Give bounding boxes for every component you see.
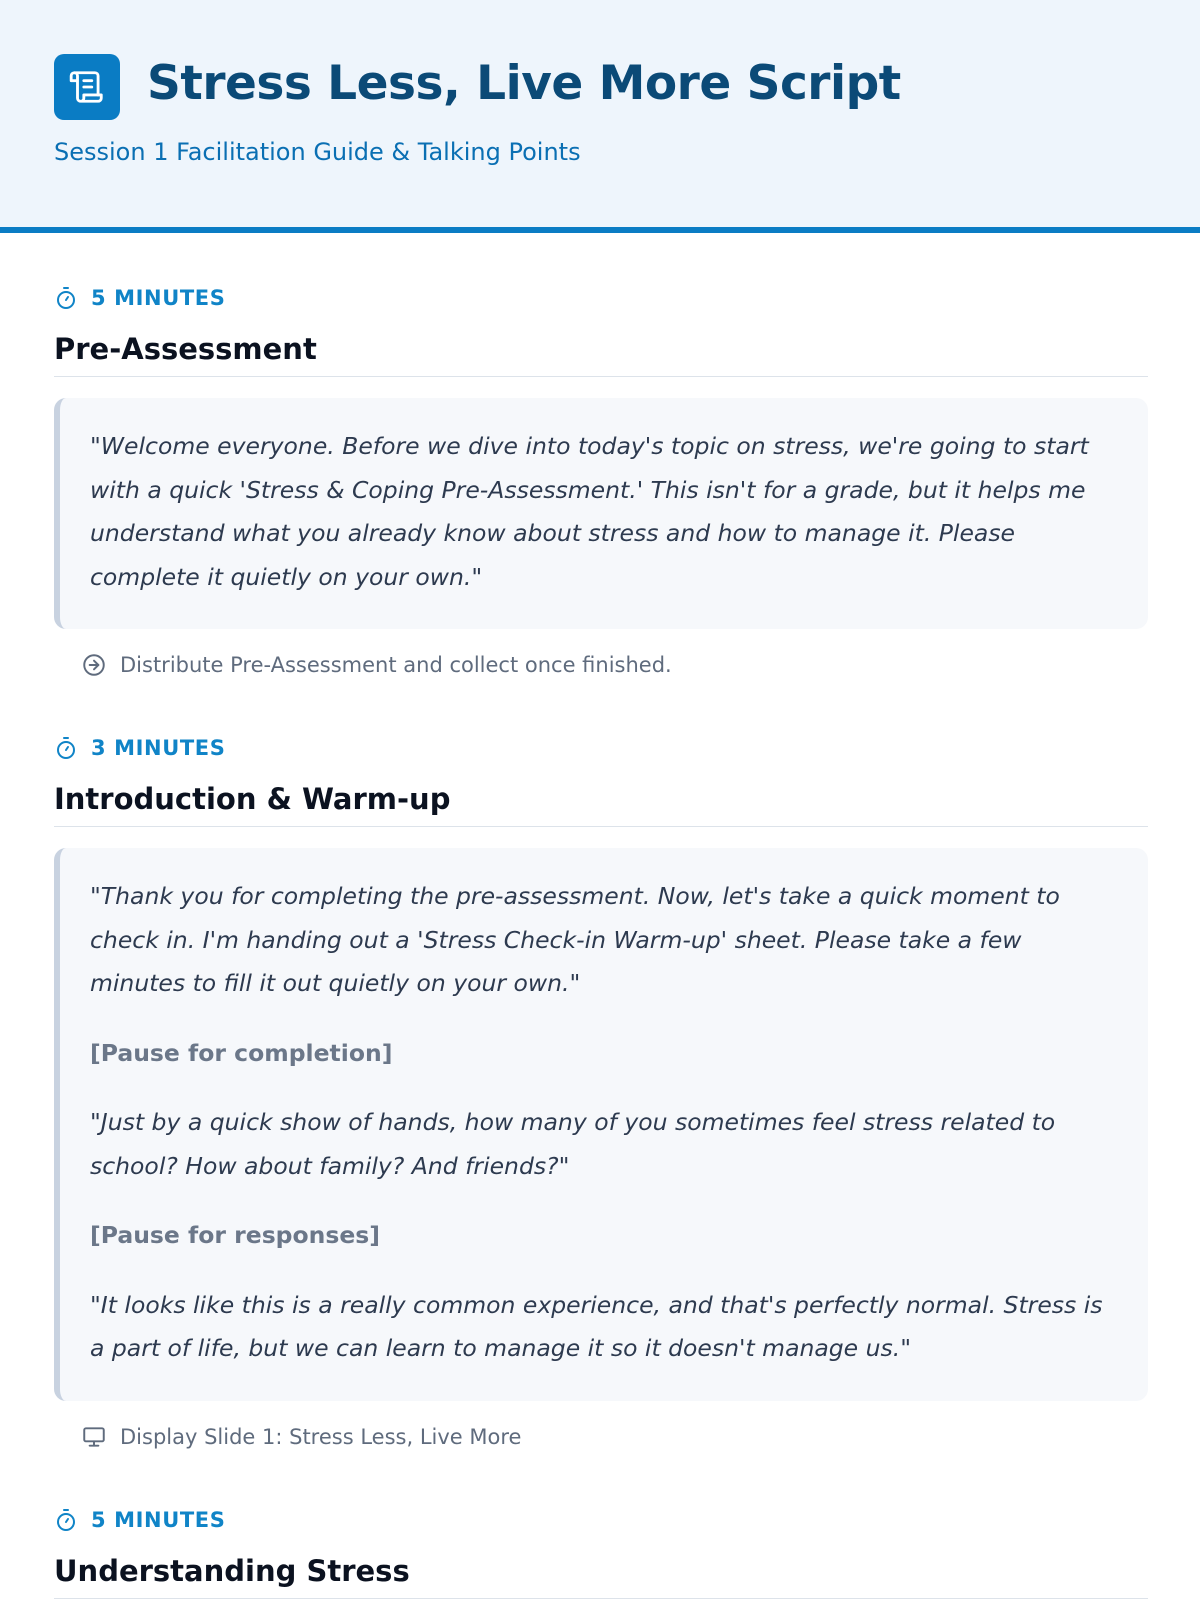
time-label: 5 MINUTES bbox=[91, 1507, 226, 1532]
script-box bbox=[54, 848, 1148, 1401]
arrow-circle-right-icon bbox=[81, 652, 107, 678]
script-content bbox=[54, 233, 1148, 1599]
time-row bbox=[54, 735, 1148, 761]
section-title: Understanding Stress bbox=[54, 1554, 1148, 1599]
monitor-icon bbox=[81, 1424, 107, 1450]
script-line: "It looks like this is a really common experience, and that's perfectly normal. Stress is a part of life, but we can learn to manage it so it doesn't manage us." bbox=[90, 1290, 1103, 1362]
stopwatch-icon bbox=[54, 1508, 78, 1532]
stopwatch-icon bbox=[54, 286, 78, 310]
note-text: Distribute Pre-Assessment and collect once finished. bbox=[120, 653, 672, 677]
section-title: Pre-Assessment bbox=[54, 332, 1148, 377]
stage-direction: [Pause for completion] bbox=[90, 1038, 393, 1067]
section-pre-assessment bbox=[54, 233, 1148, 680]
time-row bbox=[54, 1507, 1148, 1533]
note-text: Display Slide 1: Stress Less, Live More bbox=[120, 1424, 522, 1449]
page-subtitle: Session 1 Facilitation Guide & Talking Points bbox=[54, 138, 581, 166]
time-label: 5 MINUTES bbox=[91, 286, 226, 310]
script-box bbox=[54, 398, 1148, 629]
page-header bbox=[0, 0, 1200, 233]
script-line: "Just by a quick show of hands, how many of you sometimes feel stress related to school? How about family? And friends?" bbox=[90, 1108, 1056, 1180]
stopwatch-icon bbox=[54, 736, 78, 760]
page-title: Stress Less, Live More Script bbox=[147, 56, 901, 111]
stage-direction: [Pause for responses] bbox=[90, 1221, 381, 1249]
script-line: "Welcome everyone. Before we dive into today's topic on stress, we're going to start with a quick 'Stress & Coping Pre-Assessment.' This isn't for a grade, but it helps me understand what you already know about stress and how to manage it. Please complete it quietly on your own." bbox=[90, 432, 1089, 591]
section-understanding-stress bbox=[54, 1452, 1148, 1599]
scroll-icon bbox=[54, 54, 120, 120]
script-line: "Thank you for completing the pre-assessment. Now, let's take a quick moment to check in. I'm handing out a 'Stress Check-in Warm-up' sheet. Please take a few minutes to fill it out quietly on your own." bbox=[90, 882, 1060, 997]
time-row bbox=[54, 285, 1148, 311]
section-introduction-warm-up bbox=[54, 680, 1148, 1452]
section-title: Introduction & Warm-up bbox=[54, 782, 1148, 827]
time-label: 3 MINUTES bbox=[91, 736, 226, 760]
facilitator-note bbox=[81, 650, 1148, 680]
facilitator-note bbox=[81, 1422, 1148, 1452]
